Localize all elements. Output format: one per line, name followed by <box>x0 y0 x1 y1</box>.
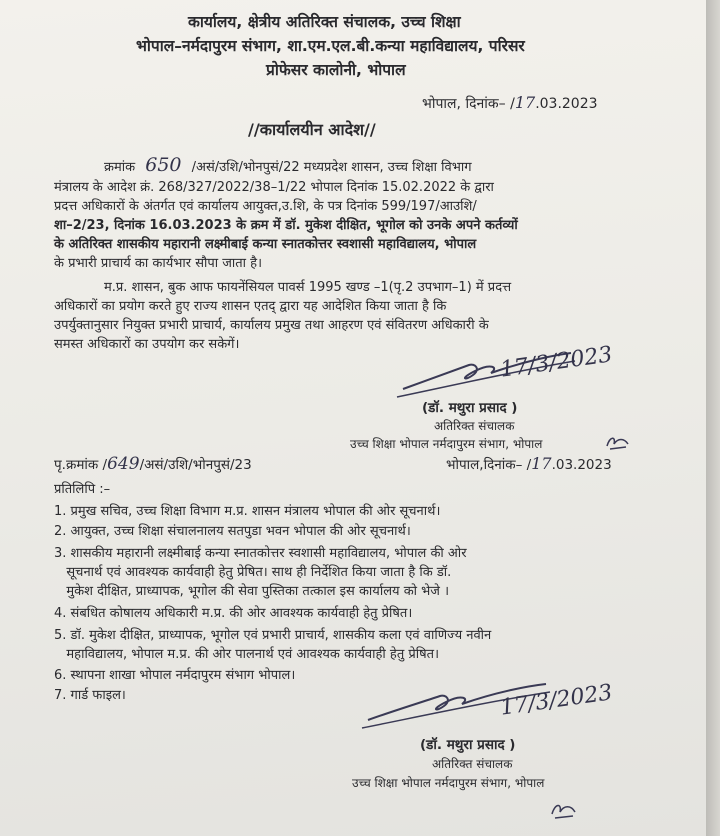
order-date-prefix: भोपाल, दिनांक– / <box>422 96 515 112</box>
copy-item-continued: सूचनार्थ एवं आवश्यक कार्यवाही हेतु प्रेषित। साथ ही निर्देशित किया जाता है कि डॉ. <box>54 565 452 580</box>
body-line: के अतिरिक्त शासकीय महारानी लक्ष्मीबाई कन्या स्नातकोत्तर स्वशासी महाविद्यालय, भोपाल <box>54 237 477 252</box>
order-date <box>422 95 598 112</box>
copy-item-continued: महाविद्यालय, भोपाल म.प्र. की ओर पालनार्थ एवं आवश्यक कार्यवाही हेतु प्रेषित। <box>54 647 439 662</box>
initials-mark-1 <box>604 432 632 452</box>
signatory-1-name: (डॉ. मथुरा प्रसाद ) <box>422 400 518 416</box>
copy-item: 6. स्थापना शाखा भोपाल नर्मदापुरम संभाग भोपाल। <box>54 668 296 683</box>
copy-label: प्रतिलिपि :– <box>54 482 111 497</box>
order-number-suffix: /असं/उशि/भोनपुसं/22 मध्यप्रदेश शासन, उच्च शिक्षा विभाग <box>191 160 472 175</box>
signatory-1-title: अतिरिक्त संचालक <box>434 419 515 433</box>
para2-line: उपर्युक्तानुसार नियुक्त प्रभारी प्राचार्य, कार्यालय प्रमुख तथा आहरण एवं संवितरण अधिकारी के <box>54 318 489 333</box>
para2-line: समस्त अधिकारों का उपयोग कर सकेगें। <box>54 337 240 352</box>
endorsement-date-day: 17 <box>531 454 552 473</box>
signature-2-date: 17/3/2023 <box>498 680 614 721</box>
order-title: //कार्यालयीन आदेश// <box>248 120 376 139</box>
endorsement-number-suffix: /असं/उशि/भोनपुसं/23 <box>139 457 252 473</box>
endorsement-date-prefix: भोपाल,दिनांक– / <box>446 457 532 473</box>
signature-1-date: 17/3/2023 <box>498 342 614 383</box>
body-line: प्रदत्त अधिकारों के अंतर्गत एवं कार्यालय आयुक्त,उ.शि, के पत्र दिनांक 599/197/आउशि/ <box>54 199 477 214</box>
copy-item: 3. शासकीय महारानी लक्ष्मीबाई कन्या स्नातकोत्तर स्वशासी महाविद्यालय, भोपाल की ओर <box>54 546 467 561</box>
body-line: के प्रभारी प्राचार्य का कार्यभार सौपा जाता है। <box>54 256 263 271</box>
header-line-3: प्रोफेसर कालोनी, भोपाल <box>266 61 406 79</box>
copy-item: 4. संबधित कोषालय अधिकारी म.प्र. की ओर आवश्यक कार्यवाही हेतु प्रेषित। <box>54 606 413 621</box>
signatory-2-name: (डॉ. मथुरा प्रसाद ) <box>420 737 516 753</box>
endorsement-number-handwritten: 649 <box>107 454 140 474</box>
endorsement-date-suffix: .03.2023 <box>551 457 612 473</box>
order-number-line <box>104 154 472 176</box>
signatory-1-office: उच्च शिक्षा भोपाल नर्मदापुरम संभाग, भोपाल <box>350 437 543 451</box>
copy-item: 5. डॉ. मुकेश दीक्षित, प्राध्यापक, भूगोल एवं प्रभारी प्राचार्य, शासकीय कला एवं वाणिज्य नवीन <box>54 628 492 643</box>
header-line-1: कार्यालय, क्षेत्रीय अतिरिक्त संचालक, उच्च शिक्षा <box>188 13 461 31</box>
para2-line: म.प्र. शासन, बुक आफ फायनेंसियल पावर्स 1995 खण्ड –1(पृ.2 उपभाग–1) में प्रदत्त <box>104 280 512 295</box>
copy-item: 2. आयुक्त, उच्च शिक्षा संचालनालय सतपुडा भवन भोपाल की ओर सूचनार्थ। <box>54 524 411 539</box>
order-number-handwritten: 650 <box>145 154 182 176</box>
copy-item: 1. प्रमुख सचिव, उच्च शिक्षा विभाग म.प्र. शासन मंत्रालय भोपाल की ओर सूचनार्थ। <box>54 504 441 519</box>
endorsement-number-line <box>54 456 252 473</box>
endorsement-number-prefix: पृ.क्रमांक / <box>54 457 108 473</box>
body-line: मंत्रालय के आदेश क्रं. 268/327/2022/38–1/22 भोपाल दिनांक 15.02.2022 के द्वारा <box>54 180 494 195</box>
signatory-2-title: अतिरिक्त संचालक <box>432 757 513 771</box>
initials-mark-2 <box>548 798 580 822</box>
page-edge-shadow <box>706 0 720 836</box>
copy-item: 7. गार्ड फाइल। <box>54 688 126 703</box>
order-number-prefix: क्रमांक <box>104 160 136 175</box>
copy-item-continued: मुकेश दीक्षित, प्राध्यापक, भूगोल की सेवा पुस्तिका तत्काल इस कार्यालय को भेजे । <box>54 584 450 599</box>
para2-line: अधिकारों का प्रयोग करते हुए राज्य शासन एतद् द्वारा यह आदेशित किया जाता है कि <box>54 299 447 314</box>
endorsement-date <box>446 456 612 473</box>
order-date-suffix: .03.2023 <box>535 96 598 112</box>
signatory-2-office: उच्च शिक्षा भोपाल नर्मदापुरम संभाग, भोपाल <box>352 776 545 790</box>
header-line-2: भोपाल–नर्मदापुरम संभाग, शा.एम.एल.बी.कन्या महाविद्यालय, परिसर <box>136 37 525 55</box>
order-date-day: 17 <box>514 93 536 112</box>
body-line: शा–2/23, दिनांक 16.03.2023 के क्रम में डॉ. मुकेश दीक्षित, भूगोल को उनके अपने कर्तव्यों <box>54 218 518 233</box>
